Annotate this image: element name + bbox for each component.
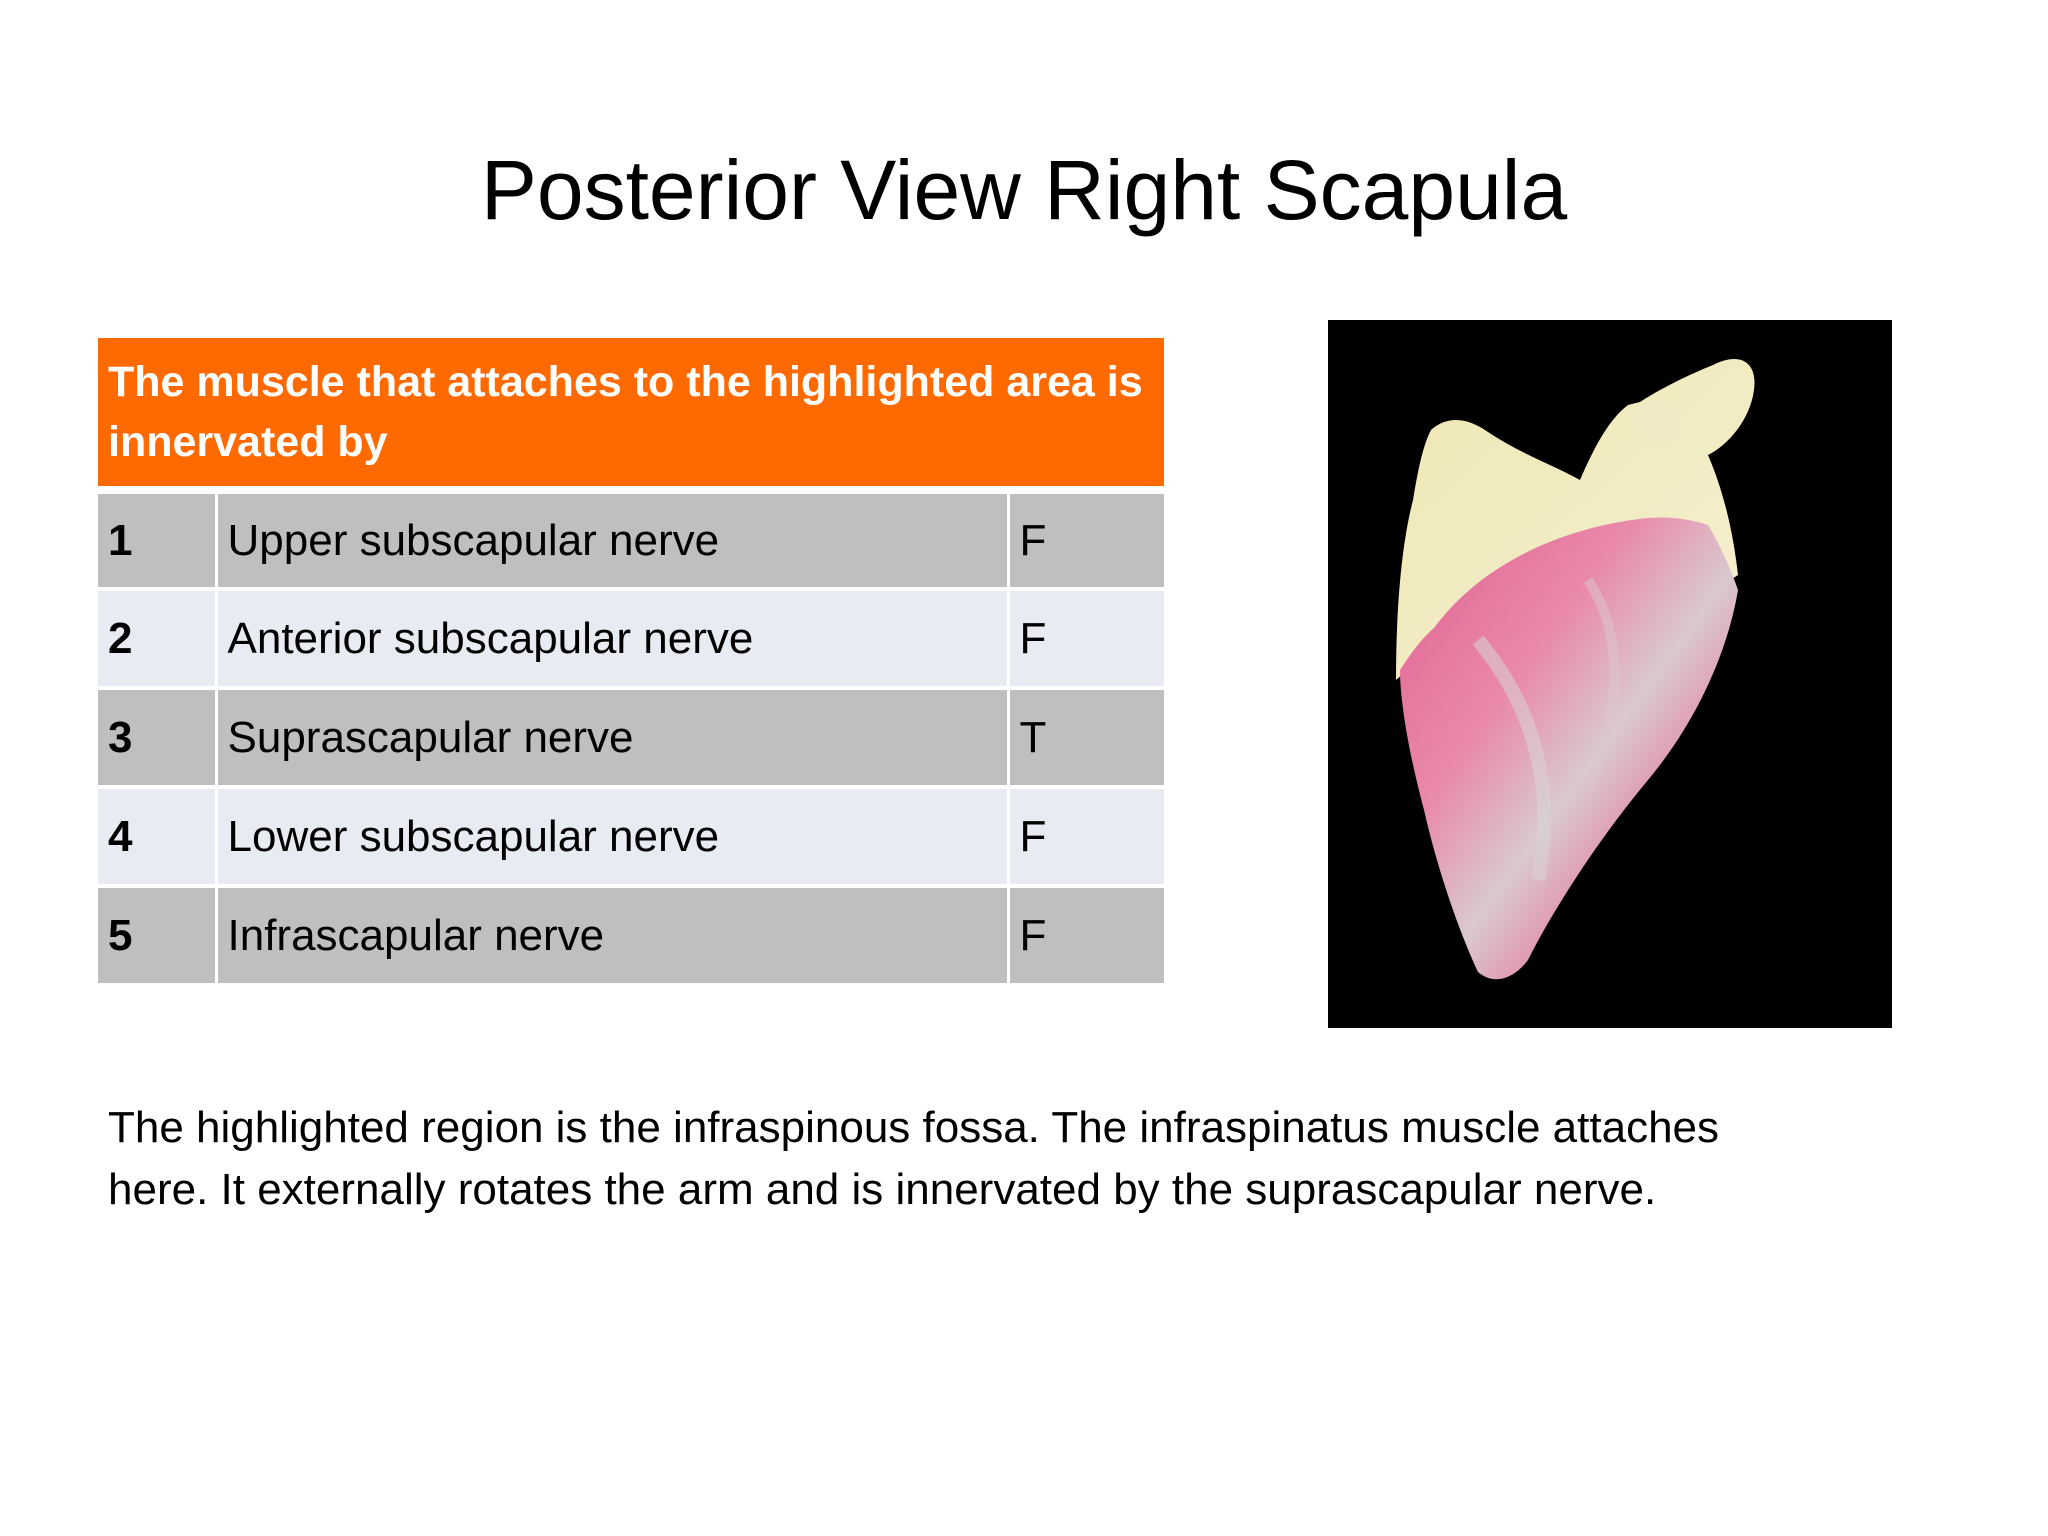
answer-row-4 [98,787,1164,886]
answer-true-false: T [1008,688,1164,787]
answer-true-false: F [1008,886,1164,985]
question-header-row [98,338,1164,490]
answer-number: 5 [98,886,216,985]
answer-number: 2 [98,589,216,688]
answer-text: Upper subscapular nerve [216,490,1008,589]
answer-true-false: F [1008,490,1164,589]
answer-text: Anterior subscapular nerve [216,589,1008,688]
answer-number: 3 [98,688,216,787]
slide-title: Posterior View Right Scapula [480,143,1568,237]
question-table [98,338,1164,987]
answer-row-1 [98,490,1164,589]
answer-number: 1 [98,490,216,589]
explanation-text: The highlighted region is the infraspinous fossa. The infraspinatus muscle attaches here. It externally rotates the arm and is innervated by the suprascapular nerve. [108,1103,1720,1214]
scapula-illustration [1328,320,1892,1028]
answer-row-5 [98,886,1164,985]
answer-text: Lower subscapular nerve [216,787,1008,886]
answer-number: 4 [98,787,216,886]
question-header: The muscle that attaches to the highlighted area is innervated by [98,338,1164,490]
answer-true-false: F [1008,787,1164,886]
answer-text: Suprascapular nerve [216,688,1008,787]
answer-row-3 [98,688,1164,787]
answer-true-false: F [1008,589,1164,688]
scapula-image [1328,320,1892,1028]
answer-row-2 [98,589,1164,688]
answer-text: Infrascapular nerve [216,886,1008,985]
